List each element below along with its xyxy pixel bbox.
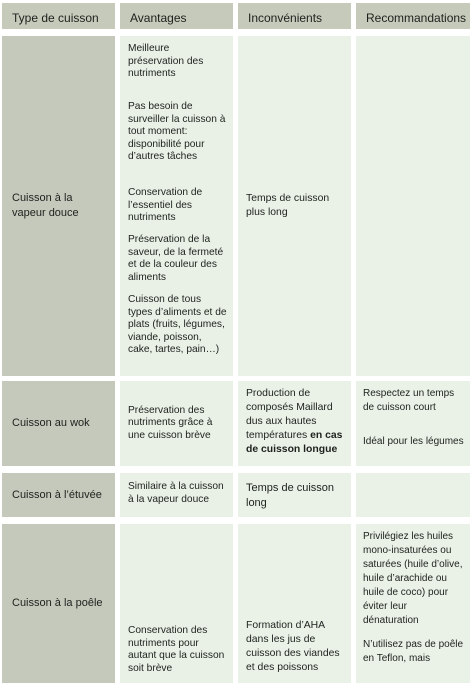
row-wok-avantages [120, 381, 233, 466]
vapeur-avantage-1: Meilleure préservation des nutriments [128, 43, 204, 79]
poele-recommandation-1: Privilégiez les huiles mono-insaturées ou saturées (huile d’olive, huile d’arachide ou huile de coco) pour éviter leur dénaturation [363, 531, 463, 626]
vapeur-avantage-3: Conservation de l’essentiel des nutriments [128, 187, 203, 223]
row-vapeur-avantages [120, 36, 233, 376]
row-wok-type-label: Cuisson au wok [12, 417, 90, 429]
row-vapeur-type-label: Cuisson à la vapeur douce [12, 192, 79, 219]
wok-inconvenient-bold: en cas de cuisson longue [246, 430, 343, 455]
vapeur-avantage-2: Pas besoin de surveiller la cuisson à tout moment: disponibilité pour d’autres tâches [128, 101, 226, 162]
header-recommandations: Recommandations [356, 3, 470, 29]
vapeur-avantage-5: Cuisson de tous types d’aliments et de plats (fruits, légumes, viande, poisson, cake, tartes, pain…) [128, 294, 227, 355]
row-vapeur-type [2, 36, 115, 376]
row-wok-inconvenients [238, 381, 351, 466]
row-poele-inconvenients [238, 524, 351, 683]
row-poele-avantages [120, 524, 233, 683]
row-vapeur-recommandations [356, 36, 470, 376]
row-wok-recommandations [356, 381, 470, 466]
poele-inconvenient: Formation d’AHA dans les jus de cuisson des viandes et des poissons [246, 620, 340, 673]
header-type: Type de cuisson [2, 3, 115, 29]
header-inconvenients: Inconvénients [238, 3, 351, 29]
row-etuvee-avantages [120, 473, 233, 517]
etuvee-inconvenient: Temps de cuisson long [246, 482, 335, 509]
vapeur-avantage-4: Préservation de la saveur, de la fermeté et de la couleur des aliments [128, 234, 224, 283]
wok-inconvenient [246, 387, 343, 457]
poele-avantage-1: Conservation des nutriments pour autant que la cuisson soit brève [128, 625, 225, 674]
poele-recommandation-2: N’utilisez pas de poêle en Teflon, mais [363, 639, 464, 664]
etuvee-avantage-1: Similaire à la cuisson à la vapeur douce [128, 481, 224, 505]
row-vapeur-inconvenients [238, 36, 351, 376]
row-poele-recommandations [356, 524, 470, 683]
wok-avantage-1: Préservation des nutriments grâce à une cuisson brève [128, 404, 213, 441]
row-etuvee-inconvenients [238, 473, 351, 517]
wok-recommandation-1: Respectez un temps de cuisson court [363, 388, 455, 413]
row-wok-type [2, 381, 115, 466]
row-etuvee-type-label: Cuisson à l’étuvée [12, 488, 102, 501]
row-etuvee-recommandations [356, 473, 470, 517]
header-avantages: Avantages [120, 3, 233, 29]
wok-recommandation-2: Idéal pour les légumes [363, 436, 464, 447]
wok-inconvenient-text: Production de composés Maillard dus aux hautes températures [246, 388, 333, 441]
row-poele-type [2, 524, 115, 683]
row-poele-type-label: Cuisson à la poêle [12, 597, 103, 609]
vapeur-inconvenient: Temps de cuisson plus long [246, 193, 330, 218]
row-etuvee-type [2, 473, 115, 517]
